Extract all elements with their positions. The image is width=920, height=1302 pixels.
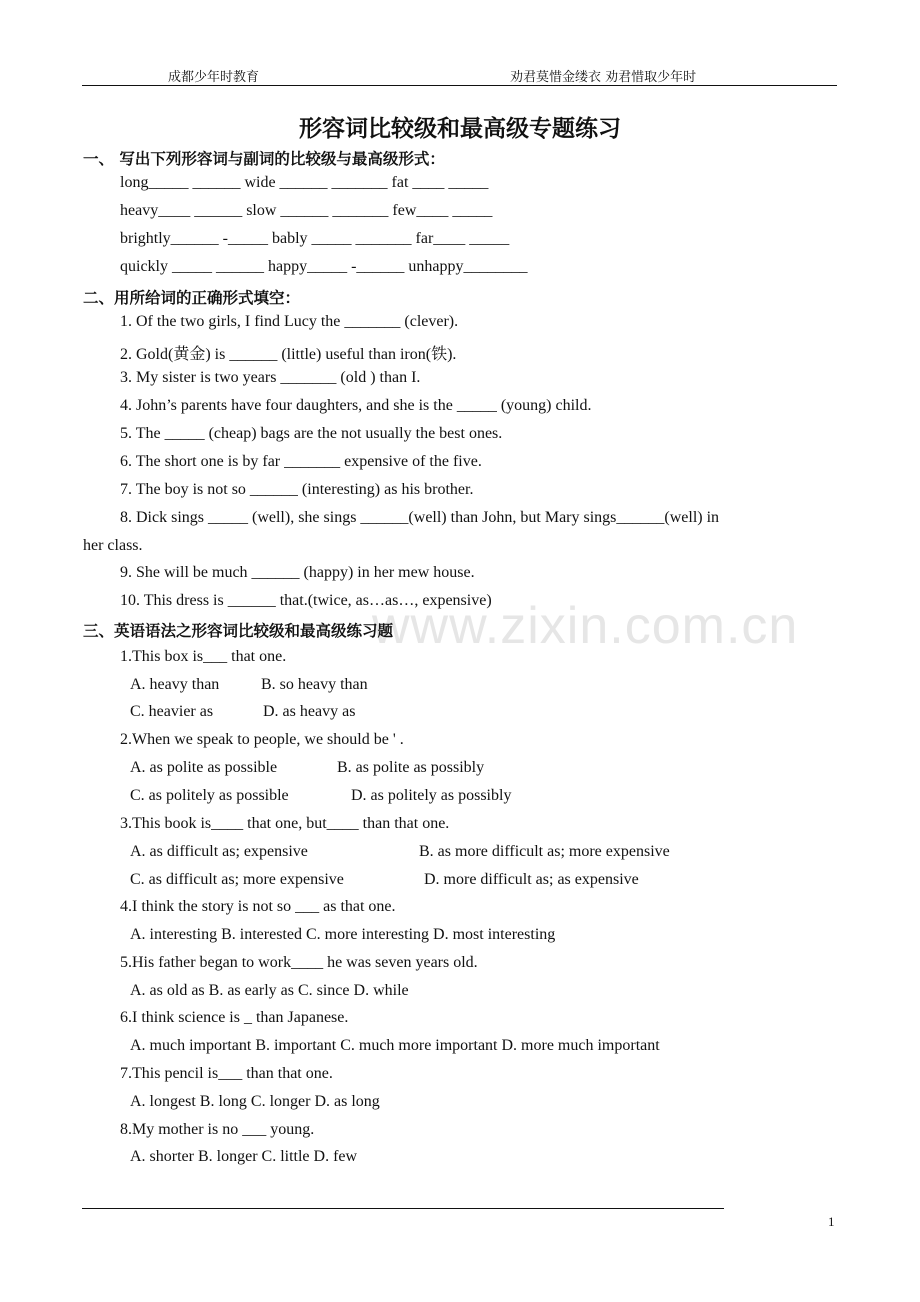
question-options: A. as old as B. as early as C. since D. while — [130, 982, 409, 999]
page-number: 1 — [828, 1214, 835, 1229]
question-option: B. as polite as possibly — [337, 759, 485, 776]
question-option: A. as polite as possible — [130, 759, 278, 776]
section2-item: 5. The _____ (cheap) bags are the not usually the best ones. — [120, 425, 503, 442]
question-option: D. more difficult as; as expensive — [424, 871, 639, 888]
question-options: A. much important B. important C. much more important D. more much important — [130, 1037, 660, 1054]
question-option: B. so heavy than — [261, 676, 368, 693]
question-options: A. longest B. long C. longer D. as long — [130, 1093, 380, 1110]
question-option: C. heavier as — [130, 703, 214, 720]
section1-line: long_____ ______ wide ______ _______ fat ____ _____ — [120, 174, 489, 191]
question-stem: 6.I think science is _ than Japanese. — [120, 1009, 349, 1026]
question-options: A. shorter B. longer C. little D. few — [130, 1148, 358, 1165]
question-option: B. as more difficult as; more expensive — [419, 843, 670, 860]
header-left-text: 成都少年时教育 — [168, 70, 260, 85]
question-stem: 2.When we speak to people, we should be ' . — [120, 731, 404, 748]
section2-item: 6. The short one is by far _______ expensive of the five. — [120, 453, 482, 470]
section2-item-continued: her class. — [83, 537, 143, 554]
question-stem: 7.This pencil is___ than that one. — [120, 1065, 333, 1082]
section1-line: quickly _____ ______ happy_____ -______ unhappy________ — [120, 258, 528, 275]
question-stem: 4.I think the story is not so ___ as that one. — [120, 898, 396, 915]
question-option: C. as politely as possible — [130, 787, 289, 804]
section1-heading: 一、 写出下列形容词与副词的比较级与最高级形式： — [83, 150, 445, 168]
question-option: A. heavy than — [130, 676, 220, 693]
question-stem: 1.This box is___ that one. — [120, 648, 287, 665]
section2-item: 2. Gold(黄金) is ______ (little) useful than iron(铁). — [120, 346, 457, 363]
question-stem: 5.His father began to work____ he was seven years old. — [120, 954, 478, 971]
question-stem: 3.This book is____ that one, but____ than that one. — [120, 815, 450, 832]
footer-rule — [82, 1208, 724, 1209]
section2-item: 9. She will be much ______ (happy) in her mew house. — [120, 564, 475, 581]
watermark: www.zixin.com.cn — [372, 597, 799, 655]
page-title: 形容词比较级和最高级专题练习 — [299, 116, 621, 142]
section2-heading: 二、用所给词的正确形式填空： — [83, 289, 301, 307]
question-option: C. as difficult as; more expensive — [130, 871, 344, 888]
question-option: A. as difficult as; expensive — [130, 843, 308, 860]
section2-item: 8. Dick sings _____ (well), she sings ______(well) than John, but Mary sings______(well) in — [120, 509, 720, 526]
question-options: A. interesting B. interested C. more interesting D. most interesting — [130, 926, 556, 943]
section2-item: 7. The boy is not so ______ (interesting) as his brother. — [120, 481, 474, 498]
question-option: D. as heavy as — [263, 703, 356, 720]
section2-item: 3. My sister is two years _______ (old ) than I. — [120, 369, 421, 386]
header-right-text: 劝君莫惜金缕衣 劝君惜取少年时 — [510, 70, 697, 85]
question-stem: 8.My mother is no ___ young. — [120, 1121, 315, 1138]
section1-line: heavy____ ______ slow ______ _______ few____ _____ — [120, 202, 493, 219]
question-option: D. as politely as possibly — [351, 787, 512, 804]
section1-line: brightly______ -_____ bably _____ _______ far____ _____ — [120, 230, 510, 247]
page-header — [0, 66, 920, 86]
section2-item: 1. Of the two girls, I find Lucy the _______ (clever). — [120, 313, 459, 330]
header-rule — [82, 85, 837, 86]
section3-heading: 三、英语语法之形容词比较级和最高级练习题 — [83, 622, 394, 640]
section2-item: 10. This dress is ______ that.(twice, as…as…, expensive) — [120, 592, 492, 609]
section2-item: 4. John’s parents have four daughters, and she is the _____ (young) child. — [120, 397, 592, 414]
